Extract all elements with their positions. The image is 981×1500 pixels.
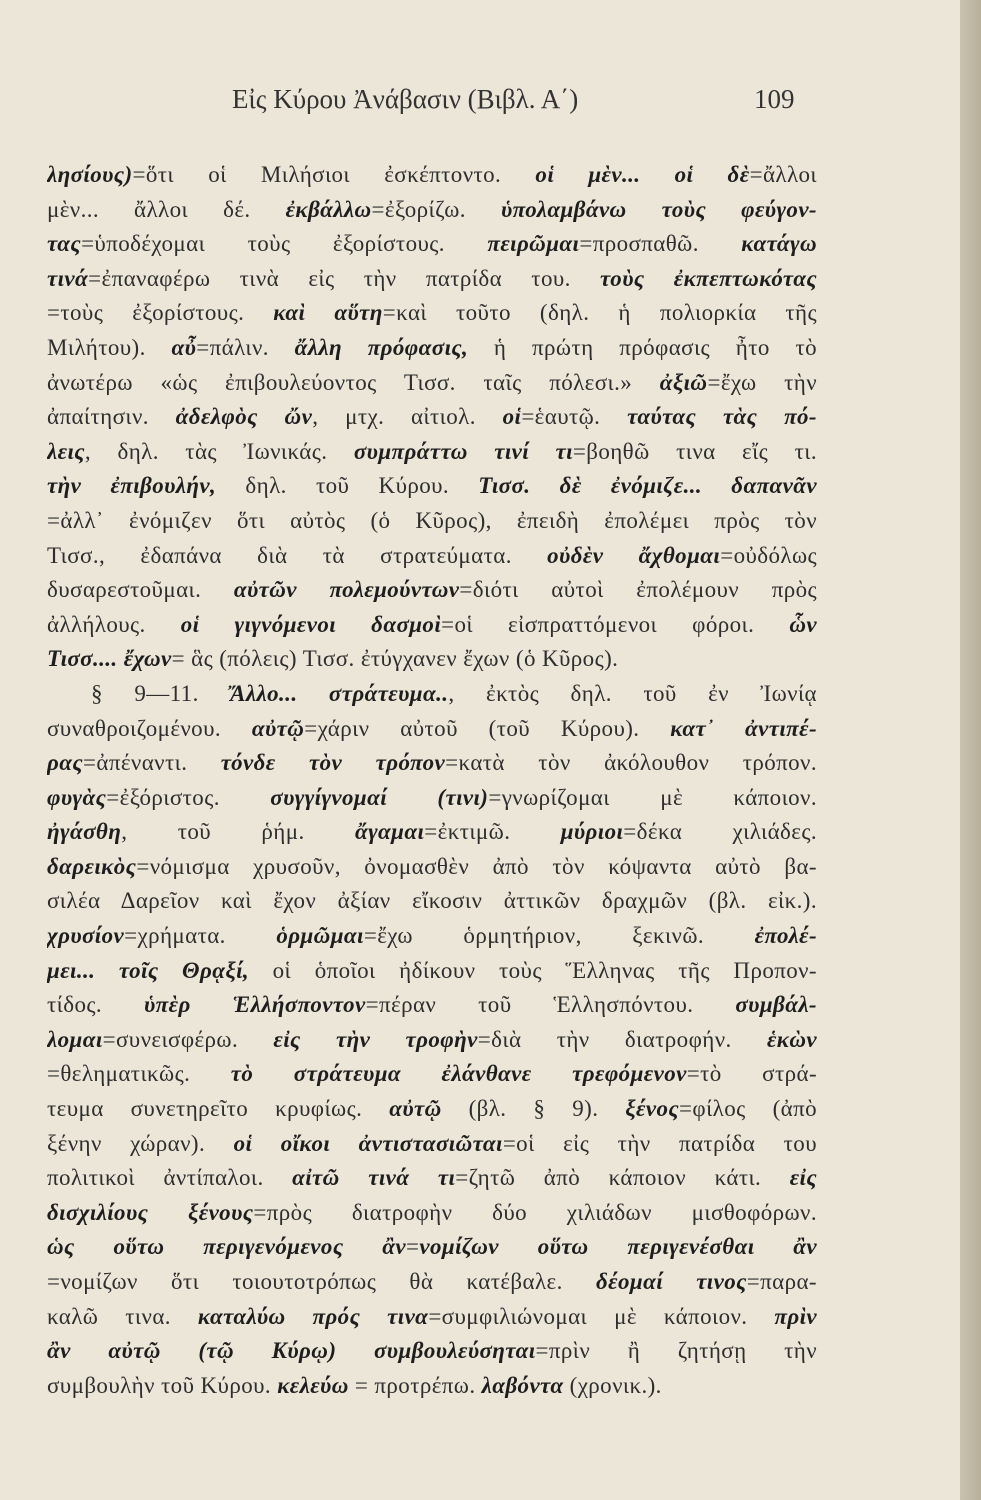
text-line <box>47 158 817 193</box>
headword: συμπράττω τινί τι <box>353 438 573 464</box>
text-line <box>47 988 817 1023</box>
headword: συμβάλ- <box>735 992 817 1018</box>
gloss: =χρήματα. <box>124 923 277 949</box>
headword: τόνδε τὸν τρόπον <box>220 750 446 776</box>
gloss: =ἔχω τὴν <box>707 369 817 395</box>
text-line <box>47 331 817 366</box>
gloss: , δηλ. τὰς Ἰωνικάς. <box>84 438 354 464</box>
headword: οἱ γιγνόμενοι δασμοὶ <box>180 611 442 637</box>
text-line <box>47 781 817 816</box>
gloss: =τοὺς ἐξορίστους. <box>47 300 274 326</box>
headword: κατάγω <box>741 231 817 257</box>
headword: συγγίγνομαί (τινι) <box>270 784 489 810</box>
text-line <box>47 262 817 297</box>
running-title: Εἰς Κύρου Ἀνάβασιν (Βιβλ. Α΄) <box>232 84 579 114</box>
headword: κελεύω <box>277 1372 349 1398</box>
text-line <box>47 1196 817 1231</box>
page-edge <box>960 0 981 1500</box>
headword: πρὶν <box>774 1303 817 1329</box>
gloss: Τισσ., ἐδαπάνα διὰ τὰ στρατεύματα. <box>47 542 548 568</box>
headword: λαβόντα <box>481 1372 564 1398</box>
gloss: πολιτικοὶ ἀντίπαλοι. <box>47 1165 293 1191</box>
gloss: =συνεισφέρω. <box>102 1026 274 1052</box>
gloss: =γνωρίζομαι μὲ κάποιον. <box>488 784 817 810</box>
headword: τας <box>47 231 82 257</box>
headword: τὴν ἐπιβουλήν, <box>47 473 217 499</box>
gloss: =προσπαθῶ. <box>579 231 742 257</box>
headword: αἰτῶ τινά τι <box>292 1165 456 1191</box>
headword: Τισσ.... ἔχων <box>47 646 172 672</box>
text-line <box>47 366 817 401</box>
gloss: συμβουλὴν τοῦ Κύρου. <box>47 1372 278 1398</box>
headword: λεις <box>47 438 85 464</box>
gloss: = προτρέπω. <box>348 1372 482 1398</box>
headword: ἂν αὐτῷ (τῷ Κύρῳ) συμβουλεύσηται <box>47 1338 536 1364</box>
gloss: =ἐξόριστος. <box>106 784 271 810</box>
text-line <box>47 850 817 885</box>
text-line <box>47 573 817 608</box>
gloss: =ὑποδέχομαι τοὺς ἐξορίστους. <box>81 231 488 257</box>
headword: τινά <box>47 265 89 291</box>
headword: κατ᾽ ἀντιπέ- <box>670 715 817 741</box>
text-line <box>47 504 817 539</box>
text-line <box>47 642 817 677</box>
page-header <box>0 80 960 120</box>
headword: τοὺς ἐκπεπτωκότας <box>600 265 817 291</box>
gloss: =συμφιλιώνομαι μὲ κάποιον. <box>428 1303 775 1329</box>
commentary-text <box>47 158 817 1403</box>
gloss: =ἄλλοι <box>749 162 817 187</box>
headword: οὐδὲν ἄχθομαι <box>547 542 721 568</box>
text-line <box>47 1161 817 1196</box>
gloss: =ὅτι οἱ Μιλήσιοι ἐσκέπτοντο. <box>132 162 536 187</box>
text-line <box>47 1334 817 1369</box>
gloss: =φίλος (ἀπὸ <box>679 1096 817 1122</box>
headword: οἱ οἴκοι ἀντιστασιῶται <box>233 1130 503 1156</box>
gloss: σιλέα Δαρεῖον καὶ ἔχον ἀξίαν εἴκοσιν ἀττικῶν δραχμῶν (βλ. εἰκ.). <box>47 888 817 914</box>
text-line <box>47 1300 817 1335</box>
headword: δισχιλίους ξένους <box>47 1199 254 1225</box>
text-line <box>47 919 817 954</box>
headword: ταύτας τὰς πό- <box>627 404 817 430</box>
headword: πειρῶμαι <box>487 231 580 257</box>
gloss: =πρὶν ἢ ζητήσῃ τὴν <box>535 1338 817 1364</box>
gloss: =θεληματικῶς. <box>47 1061 231 1087</box>
text-line <box>47 539 817 574</box>
text-line <box>47 1230 817 1265</box>
gloss: =χάριν αὐτοῦ (τοῦ Κύρου). <box>304 715 671 741</box>
gloss: ἡ πρώτη πρόφασις ἦτο τὸ <box>468 334 817 360</box>
gloss: συναθροιζομένου. <box>47 715 252 741</box>
headword: μει... τοῖς Θρᾳξί, <box>47 957 250 983</box>
headword: ἐπολέ- <box>754 923 817 949</box>
headword: δαρεικὸς <box>47 853 137 879</box>
headword: ἐκβάλλω <box>285 196 372 222</box>
headword: ὑπολαμβάνω τοὺς φεύγον- <box>500 196 817 222</box>
gloss: ἀνωτέρω «ὡς ἐπιβουλεύοντος Τισσ. ταῖς πόλεσι.» <box>47 369 660 395</box>
gloss: Μιλήτου). <box>47 334 172 360</box>
headword: ὡς οὕτω περιγενόμενος ἂν <box>47 1234 406 1260</box>
gloss: =νομίζων ὅτι τοιουτοτρόπως θὰ κατέβαλε. <box>47 1269 596 1294</box>
text-line <box>47 884 817 919</box>
gloss: τευμα συνετηρεῖτο κρυφίως. <box>47 1096 390 1122</box>
gloss: (βλ. § 9). <box>441 1096 626 1122</box>
gloss: δυσαρεστοῦμαι. <box>47 577 234 603</box>
gloss: =διότι αὐτοὶ ἐπολέμουν πρὸς <box>459 577 817 603</box>
gloss: =ἑαυτῷ. <box>521 404 628 430</box>
headword: αὐτῷ <box>251 715 305 741</box>
gloss: =βοηθῶ τινα εἴς τι. <box>572 438 817 464</box>
headword: ἄλλη πρόφασις, <box>294 334 469 360</box>
text-line <box>47 193 817 228</box>
gloss: = <box>406 1234 420 1260</box>
headword: αὖ <box>171 334 197 360</box>
gloss: =πάλιν. <box>196 334 295 360</box>
gloss: =ζητῶ ἀπὸ κάποιον κάτι. <box>455 1165 790 1191</box>
gloss: καλῶ τινα. <box>47 1303 198 1329</box>
headword: ἠγάσθη <box>47 819 122 845</box>
headword: καταλύω πρός τινα <box>197 1303 429 1329</box>
headword: ἑκὼν <box>766 1026 817 1052</box>
gloss: μὲν... ἄλλοι δέ. <box>47 196 286 222</box>
headword: ξένος <box>625 1096 680 1122</box>
headword: ρας <box>47 750 84 776</box>
text-line <box>47 954 817 989</box>
gloss: ξένην χώραν). <box>47 1130 234 1156</box>
headword: Ἄλλο... στράτευμα.. <box>230 680 449 706</box>
text-line <box>47 1127 817 1162</box>
headword: καὶ αὕτη <box>273 300 383 326</box>
headword: εἰς <box>789 1165 817 1191</box>
headword: Τισσ. δὲ ἐνόμιζε... δαπανᾶν <box>478 473 817 499</box>
gloss: =ἔχω ὁρμητήριον, ξεκινῶ. <box>363 923 755 949</box>
headword: νομίζων οὕτω περιγενέσθαι ἂν <box>419 1234 817 1260</box>
headword: χρυσίον <box>47 923 125 949</box>
text-line <box>47 677 817 712</box>
headword: οἱ μὲν... οἱ δὲ <box>535 162 750 187</box>
gloss: = ἃς (πόλεις) Τισσ. ἐτύγχανεν ἔχων (ὁ Κῦρος). <box>171 646 619 672</box>
text-line <box>47 1092 817 1127</box>
text-line <box>47 608 817 643</box>
headword: ἀδελφὸς ὤν <box>175 404 313 430</box>
gloss: , μτχ. αἰτιολ. <box>312 404 503 430</box>
text-line <box>47 296 817 331</box>
gloss: =ἐξορίζω. <box>371 196 501 222</box>
text-line <box>47 469 817 504</box>
text-line <box>47 227 817 262</box>
gloss: =ἀπέναντι. <box>83 750 221 776</box>
gloss: τίδος. <box>47 992 144 1018</box>
gloss: ἀπαίτησιν. <box>47 404 176 430</box>
headword: μύριοι <box>560 819 624 845</box>
gloss: (χρονικ.). <box>563 1372 662 1398</box>
headword: ἄγαμαι <box>354 819 425 845</box>
gloss: =ἐπαναφέρω τινὰ εἰς τὴν πατρίδα του. <box>88 265 601 291</box>
text-line <box>47 1057 817 1092</box>
text-line <box>47 435 817 470</box>
gloss: =οἱ εἰς τὴν πατρίδα του <box>502 1130 817 1156</box>
headword: ὑπὲρ Ἑλλήσποντον <box>144 992 366 1018</box>
headword: δέομαί τινος <box>595 1269 747 1294</box>
gloss: =κατὰ τὸν ἀκόλουθον τρόπον. <box>445 750 817 776</box>
headword: εἰς τὴν τροφὴν <box>273 1026 478 1052</box>
page-number: 109 <box>754 84 795 114</box>
headword: αὐτῶν πολεμούντων <box>233 577 460 603</box>
headword: οἱ <box>502 404 522 430</box>
gloss: , τοῦ ῥήμ. <box>121 819 355 845</box>
text-line <box>47 1265 817 1300</box>
gloss: οἱ ὁποῖοι ἠδίκουν τοὺς Ἕλληνας τῆς Προπον- <box>249 957 817 983</box>
text-line <box>47 746 817 781</box>
headword: λομαι <box>47 1026 103 1052</box>
gloss: =δέκα χιλιάδες. <box>623 819 817 845</box>
gloss: =οἱ εἰσπραττόμενοι φόροι. <box>441 611 790 637</box>
gloss: =νόμισμα χρυσοῦν, ὀνομασθὲν ἀπὸ τὸν κόψαντα αὐτὸ βα- <box>136 853 817 879</box>
gloss: =διὰ τὴν διατροφήν. <box>477 1026 767 1052</box>
headword: φυγὰς <box>47 784 107 810</box>
gloss: =καὶ τοῦτο (δηλ. ἡ πολιορκία τῆς <box>382 300 817 326</box>
headword: ὧν <box>789 611 817 637</box>
gloss: =ἐκτιμῶ. <box>424 819 561 845</box>
gloss: ἀλλήλους. <box>47 611 181 637</box>
headword: λησίους) <box>47 162 133 187</box>
gloss: =πρὸς διατροφὴν δύο χιλιάδων μισθοφόρων. <box>253 1199 817 1225</box>
gloss: =πέραν τοῦ Ἑλλησπόντου. <box>365 992 736 1018</box>
headword: ὁρμῶμαι <box>276 923 364 949</box>
text-line <box>47 1369 817 1404</box>
gloss: =τὸ στρά- <box>686 1061 817 1087</box>
text-line <box>47 712 817 747</box>
gloss: =παρα- <box>746 1269 817 1294</box>
headword: τὸ στράτευμα ἐλάνθανε τρεφόμενον <box>230 1061 687 1087</box>
text-line <box>47 1023 817 1058</box>
gloss: =ἀλλ᾽ ἐνόμιζεν ὅτι αὐτὸς (ὁ Κῦρος), ἐπειδὴ ἐπολέμει πρὸς τὸν <box>47 507 817 533</box>
gloss: § 9—11. <box>91 680 231 706</box>
headword: αὐτῷ <box>389 1096 442 1122</box>
text-line <box>47 815 817 850</box>
headword: ἀξιῶ <box>659 369 708 395</box>
gloss: , ἐκτὸς δηλ. τοῦ ἐν Ἰωνίᾳ <box>448 680 817 706</box>
gloss: δηλ. τοῦ Κύρου. <box>216 473 479 499</box>
gloss: =οὐδόλως <box>720 542 817 568</box>
text-line <box>47 400 817 435</box>
